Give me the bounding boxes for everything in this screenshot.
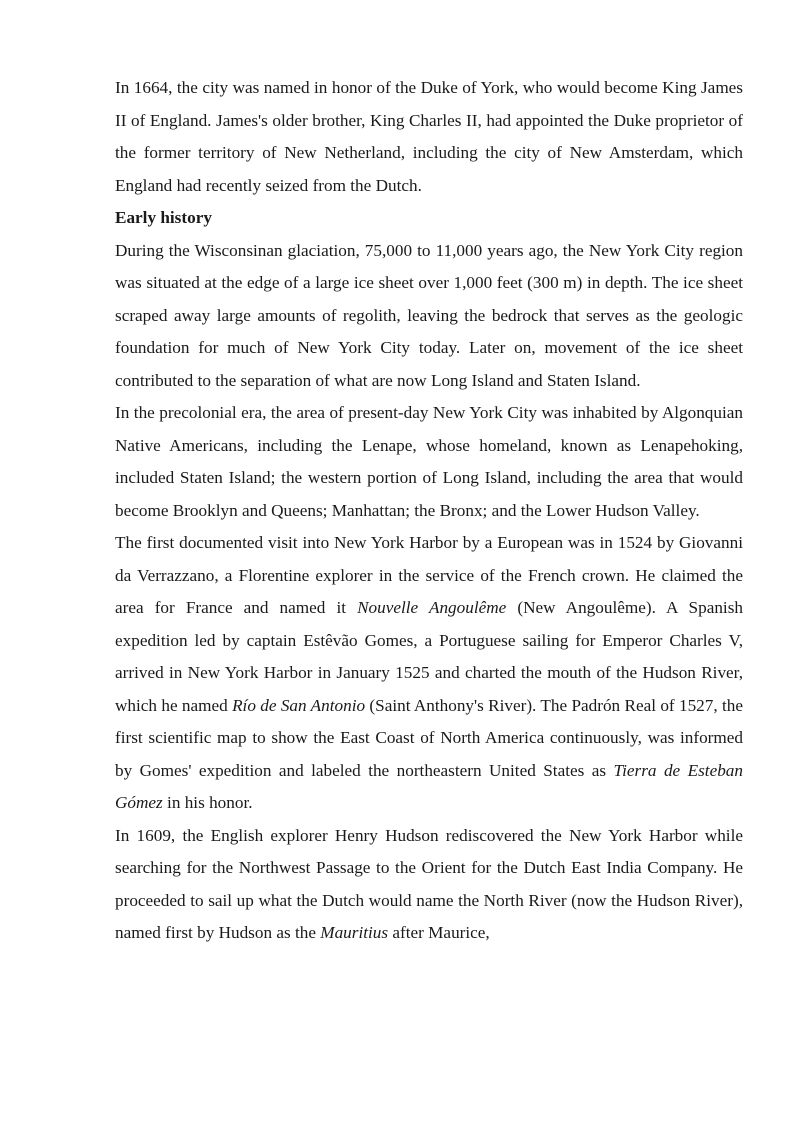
section-heading: Early history — [115, 208, 212, 227]
text-run: in his honor. — [162, 793, 253, 812]
text-run: after Maurice, — [388, 923, 490, 942]
paragraph-first-visit — [115, 527, 743, 820]
italic-text: Tierra de Esteban Gómez — [115, 760, 743, 812]
italic-text: Río de San Antonio — [232, 695, 366, 715]
text-run: The first documented visit into New York Harbor by a European was in 1524 by Giovanni da Verrazzano, a Florentine explorer in the service of the French crown. He claimed the area for France and named it — [115, 533, 743, 617]
text-run: (Saint Anthony's River). The Padrón Real of 1527, the first scientific map to show the East Coast of North America continuously, was informed by Gomes' expedition and labeled the northeastern United States as — [115, 695, 743, 780]
paragraph-naming: In 1664, the city was named in honor of the Duke of York, who would become King James II of England. James's older brother, King Charles II, had appointed the Duke proprietor of the former territory of New Netherland, including the city of New Amsterdam, which England had recently seized from the Dutch. — [115, 78, 743, 195]
paragraph-precolonial: In the precolonial era, the area of present-day New York City was inhabited by Algonquian Native Americans, including the Lenape, whose homeland, known as Lenapehoking, included Staten Island; the western portion of Long Island, including the area that would become Brooklyn and Queens; Manhattan; the Bronx; and the Lower Hudson Valley. — [115, 403, 743, 520]
text-run: In 1609, the English explorer Henry Hudson rediscovered the New York Harbor while searching for the Northwest Passage to the Orient for the Dutch East India Company. He proceeded to sail up what the Dutch would name the North River (now the Hudson River), named first by Hudson as the — [115, 825, 743, 942]
italic-text: Nouvelle Angoulême — [357, 598, 507, 617]
paragraph-glaciation: During the Wisconsinan glaciation, 75,000 to 11,000 years ago, the New York City region was situated at the edge of a large ice sheet over 1,000 feet (300 m) in depth. The ice sheet scraped away large amounts of regolith, leaving the bedrock that serves as the geologic foundation for much of New York City today. Later on, movement of the ice sheet contributed to the separation of what are now Long Island and Staten Island. — [115, 240, 743, 390]
text-run: (New Angoulême). A Spanish expedition led by captain Estêvão Gomes, a Portuguese sailing for Emperor Charles V, arrived in New York Harbor in January 1525 and charted the mouth of the Hudson River, which he named — [115, 598, 743, 715]
italic-text: Mauritius — [320, 923, 389, 942]
paragraph-hudson — [115, 820, 743, 950]
document-page — [115, 72, 743, 950]
